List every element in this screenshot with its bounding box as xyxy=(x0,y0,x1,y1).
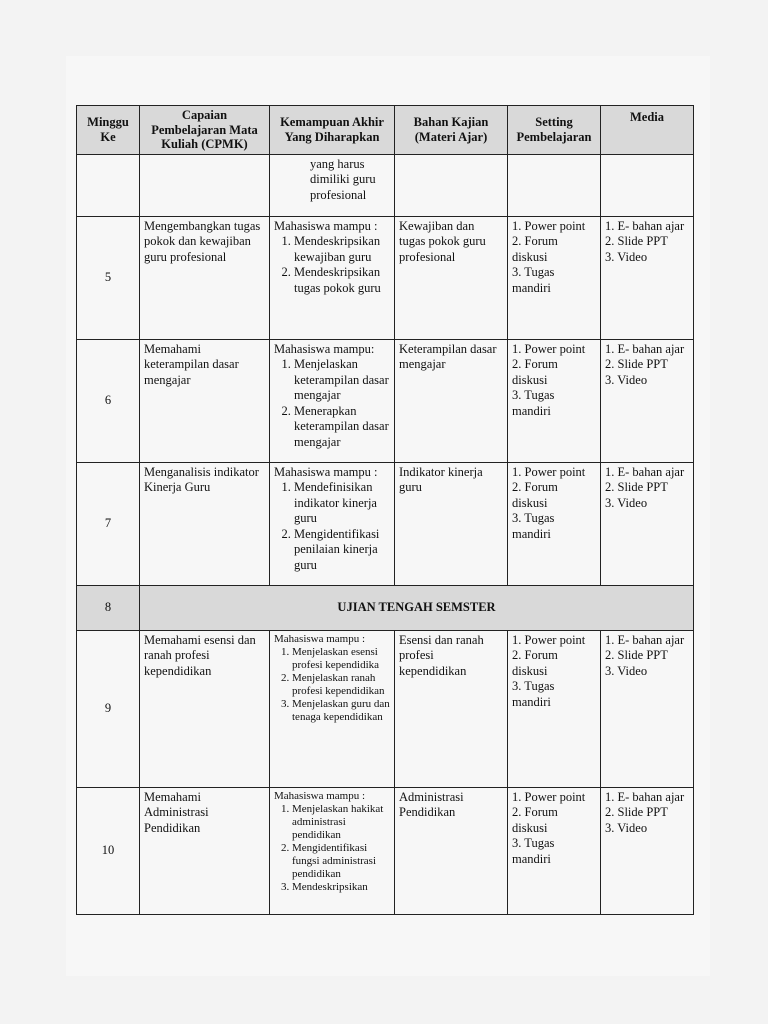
media-item: 3. Video xyxy=(605,249,648,264)
material-cell: Kewajiban dan tugas pokok guru profesional xyxy=(395,216,508,339)
media-item: 1. E- bahan ajar xyxy=(605,464,685,479)
ability-item: 1. Mendefinisikan indikator kinerja guru xyxy=(294,480,390,527)
header-row xyxy=(77,106,694,155)
week-cell: 5 xyxy=(77,216,140,339)
setting-item: 2. Forum diskusi xyxy=(512,480,558,510)
media-cell xyxy=(601,787,694,914)
header-ability: Kemampuan Akhir Yang Diharapkan xyxy=(270,106,395,155)
setting-item: 1. Power point xyxy=(512,632,586,647)
ability-item: 1. Menjelaskan esensi profesi kependidika xyxy=(292,646,390,672)
header-setting: Setting Pembelajaran xyxy=(508,106,601,155)
ability-item: 1. Menjelaskan keterampilan dasar mengajar xyxy=(294,357,390,404)
ability-intro: Mahasiswa mampu : xyxy=(274,789,366,802)
cpmk-cell: Menganalisis indikator Kinerja Guru xyxy=(140,462,270,585)
header-week: Minggu Ke xyxy=(77,106,140,155)
table-row xyxy=(77,339,694,462)
setting-cell xyxy=(508,339,601,462)
ability-item: 3. Mendeskripsikan xyxy=(292,881,390,894)
week-cell: 10 xyxy=(77,787,140,914)
ability-item: 2. Menerapkan keterampilan dasar mengajar xyxy=(294,404,390,451)
ability-item: 2. Menjelaskan ranah profesi kependidikan xyxy=(292,672,390,698)
ability-cell xyxy=(270,630,395,787)
media-item: 3. Video xyxy=(605,820,648,835)
course-plan-table xyxy=(76,105,694,915)
media-cell xyxy=(601,462,694,585)
setting-item: 1. Power point xyxy=(512,341,586,356)
ability-item: 2. Mendeskripsikan tugas pokok guru xyxy=(294,265,390,296)
ability-intro: Mahasiswa mampu : xyxy=(274,218,378,233)
media-cell xyxy=(601,630,694,787)
ability-list xyxy=(274,480,390,573)
setting-cell xyxy=(508,216,601,339)
table-row xyxy=(77,787,694,914)
setting-item: 3. Tugas mandiri xyxy=(512,511,555,541)
ability-list xyxy=(274,646,390,724)
header-material: Bahan Kajian (Materi Ajar) xyxy=(395,106,508,155)
continuation-row xyxy=(77,154,694,216)
setting-item: 3. Tugas mandiri xyxy=(512,679,555,709)
media-item: 2. Slide PPT xyxy=(605,480,668,494)
cpmk-cell: Memahami keterampilan dasar mengajar xyxy=(140,339,270,462)
media-item: 3. Video xyxy=(605,663,648,678)
ability-item: 1. Menjelaskan hakikat administrasi pendidikan xyxy=(292,803,390,842)
media-item: 3. Video xyxy=(605,372,648,387)
material-cell: Administrasi Pendidikan xyxy=(395,787,508,914)
header-media: Media xyxy=(601,106,694,155)
table-row xyxy=(77,462,694,585)
cpmk-cell: Memahami Administrasi Pendidikan xyxy=(140,787,270,914)
ability-cell xyxy=(270,216,395,339)
setting-item: 2. Forum diskusi xyxy=(512,805,558,835)
ability-item: 2. Mengidentifikasi fungsi administrasi pendidikan xyxy=(292,842,390,881)
week-cell: 9 xyxy=(77,630,140,787)
ability-intro: Mahasiswa mampu : xyxy=(274,632,366,645)
setting-item: 1. Power point xyxy=(512,464,586,479)
setting-item: 1. Power point xyxy=(512,218,586,233)
setting-cell xyxy=(508,630,601,787)
ability-item: 3. Menjelaskan guru dan tenaga kependidikan xyxy=(292,698,390,724)
ability-item: 1. Mendeskripsikan kewajiban guru xyxy=(294,234,390,265)
setting-item: 3. Tugas mandiri xyxy=(512,388,555,418)
media-item: 1. E- bahan ajar xyxy=(605,632,685,647)
media-item: 3. Video xyxy=(605,495,648,510)
media-item: 2. Slide PPT xyxy=(605,234,668,248)
setting-item: 2. Forum diskusi xyxy=(512,357,558,387)
media-item: 1. E- bahan ajar xyxy=(605,789,685,804)
ability-cell xyxy=(270,787,395,914)
table-row xyxy=(77,630,694,787)
cell-empty xyxy=(77,154,140,216)
week-cell: 7 xyxy=(77,462,140,585)
cpmk-cell: Mengembangkan tugas pokok dan kewajiban guru profesional xyxy=(140,216,270,339)
cell-empty xyxy=(601,154,694,216)
ability-cell xyxy=(270,462,395,585)
media-item: 2. Slide PPT xyxy=(605,805,668,819)
ability-intro: Mahasiswa mampu: xyxy=(274,341,375,356)
cell-empty xyxy=(395,154,508,216)
ability-list xyxy=(274,234,390,296)
setting-item: 1. Power point xyxy=(512,789,586,804)
setting-item: 3. Tugas mandiri xyxy=(512,265,555,295)
cell-empty xyxy=(140,154,270,216)
media-item: 2. Slide PPT xyxy=(605,357,668,371)
ability-intro: Mahasiswa mampu : xyxy=(274,464,378,479)
setting-item: 2. Forum diskusi xyxy=(512,234,558,264)
exam-title: UJIAN TENGAH SEMSTER xyxy=(140,585,694,630)
ability-continuation: yang harus dimiliki guru profesional xyxy=(270,154,395,216)
ability-item: 2. Mengidentifikasi penilaian kinerja guru xyxy=(294,527,390,574)
ability-list xyxy=(274,803,390,894)
media-cell xyxy=(601,339,694,462)
setting-item: 3. Tugas mandiri xyxy=(512,836,555,866)
ability-cell xyxy=(270,339,395,462)
exam-row xyxy=(77,585,694,630)
media-item: 1. E- bahan ajar xyxy=(605,218,685,233)
header-cpmk: Capaian Pembelajaran Mata Kuliah (CPMK) xyxy=(140,106,270,155)
week-cell: 6 xyxy=(77,339,140,462)
media-cell xyxy=(601,216,694,339)
table-row xyxy=(77,216,694,339)
material-cell: Indikator kinerja guru xyxy=(395,462,508,585)
ability-list xyxy=(274,357,390,450)
cpmk-cell: Memahami esensi dan ranah profesi kependidikan xyxy=(140,630,270,787)
media-item: 1. E- bahan ajar xyxy=(605,341,685,356)
setting-cell xyxy=(508,462,601,585)
setting-item: 2. Forum diskusi xyxy=(512,648,558,678)
exam-week: 8 xyxy=(77,585,140,630)
media-item: 2. Slide PPT xyxy=(605,648,668,662)
setting-cell xyxy=(508,787,601,914)
material-cell: Esensi dan ranah profesi kependidikan xyxy=(395,630,508,787)
material-cell: Keterampilan dasar mengajar xyxy=(395,339,508,462)
cell-empty xyxy=(508,154,601,216)
